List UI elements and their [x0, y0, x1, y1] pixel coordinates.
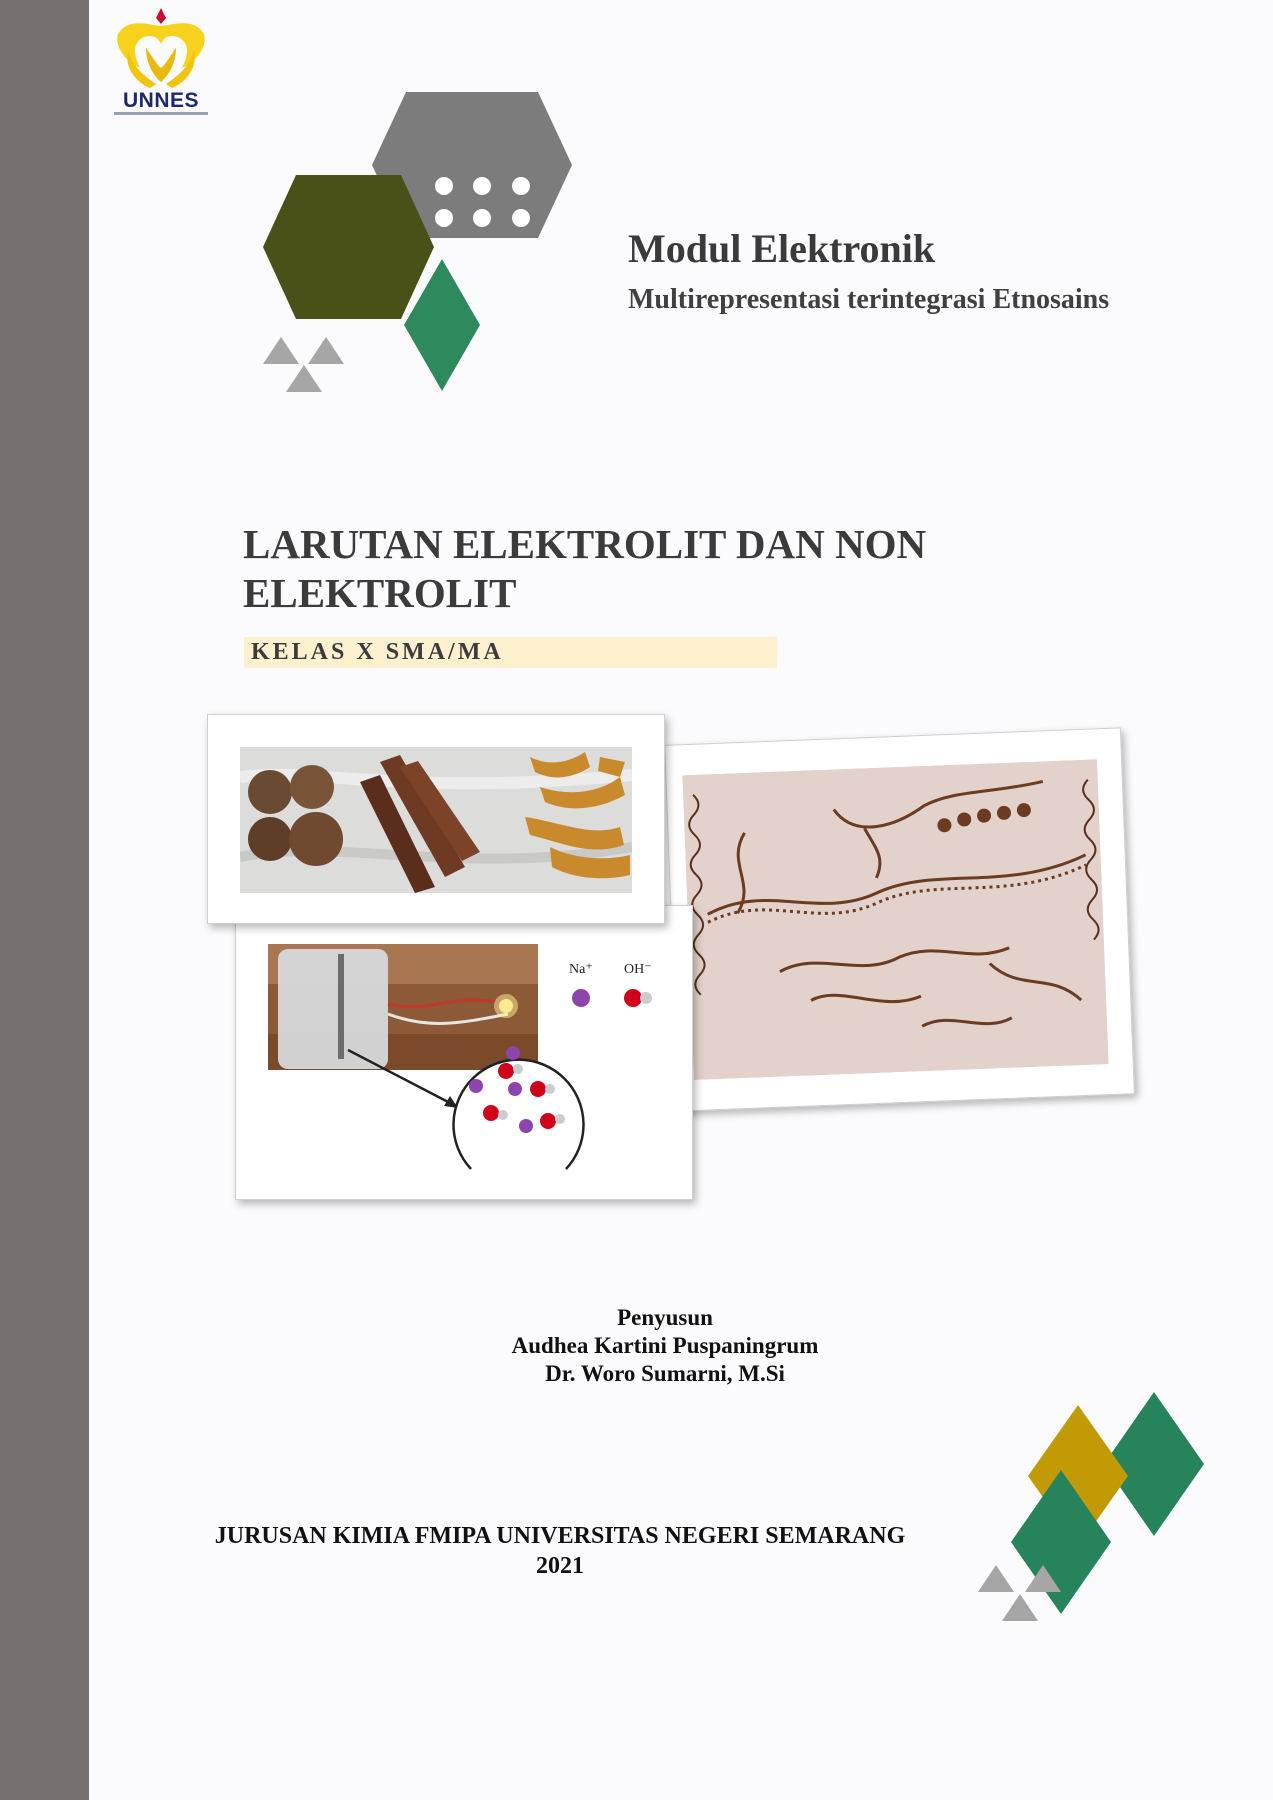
arrow-icon [344, 1046, 464, 1126]
na-ion-label: Na⁺ [569, 962, 593, 977]
credits-label: Penyusun [617, 1305, 713, 1330]
na-ion-icon [572, 989, 590, 1007]
publication-year: 2021 [536, 1553, 584, 1579]
oh-ion-icon [624, 989, 642, 1007]
oh-ion-label: OH⁻ [624, 962, 652, 977]
batik-photo-frame [664, 727, 1135, 1111]
batik-pattern-image [682, 759, 1108, 1080]
main-heading [243, 520, 1043, 618]
olive-hexagon-icon [263, 175, 434, 319]
institution-name: JURUSAN KIMIA FMIPA UNIVERSITAS NEGERI SEMARANG [214, 1523, 906, 1549]
left-sidebar-bar [0, 0, 89, 1800]
ion-legend-icons [571, 986, 661, 1010]
small-triangles-icon [263, 337, 344, 392]
unnes-logo [106, 4, 216, 120]
author-2: Dr. Woro Sumarni, M.Si [545, 1361, 785, 1386]
heading-line-2: ELEKTROLIT [243, 570, 517, 616]
module-title: Modul Elektronik [628, 226, 936, 271]
kelas-label: KELAS X SMA/MA [251, 639, 504, 665]
logo-subtext-line [114, 112, 208, 115]
spices-photo-frame [207, 714, 665, 924]
heading-line-1: LARUTAN ELEKTROLIT DAN NON [243, 521, 927, 567]
logo-text: UNNES [122, 89, 199, 112]
credits-block [460, 1304, 870, 1388]
author-1: Audhea Kartini Puspaningrum [511, 1333, 819, 1358]
decorative-hexagons [262, 92, 582, 402]
decorative-diamonds [978, 1390, 1208, 1630]
module-subtitle: Multirepresentasi terintegrasi Etnosains [628, 284, 1110, 315]
unnes-emblem-icon [106, 4, 216, 94]
ion-circle-diagram [451, 1031, 591, 1171]
footer-block [170, 1521, 950, 1581]
spices-image [240, 747, 632, 893]
experiment-photo-frame [235, 905, 693, 1200]
